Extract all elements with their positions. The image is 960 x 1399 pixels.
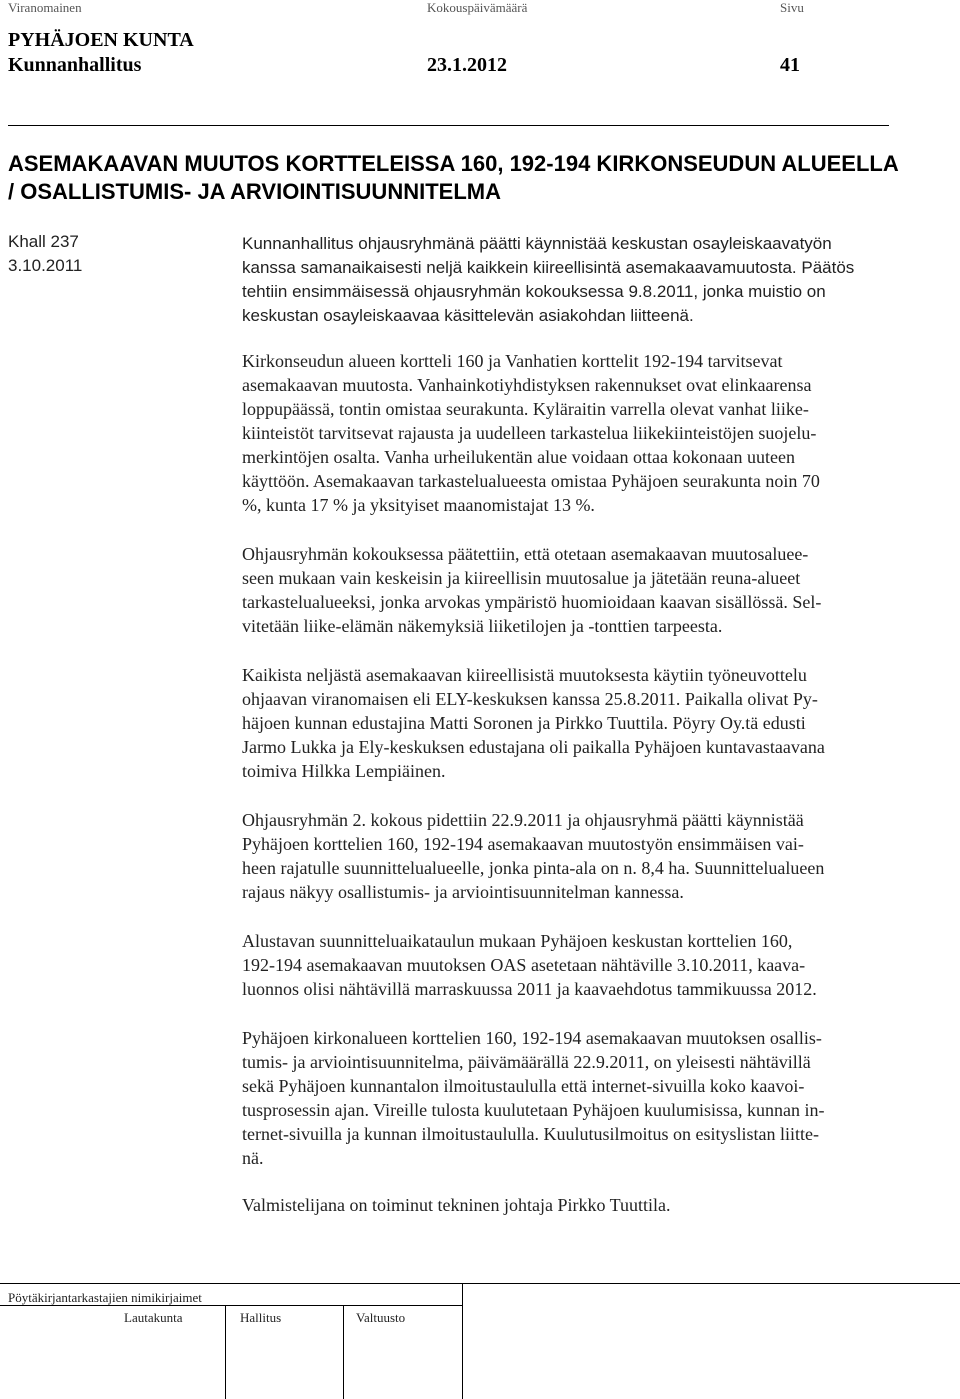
document-title: ASEMAKAAVAN MUUTOS KORTTELEISSA 160, 192-194 KIRKONSEUDUN ALUEELLA / OSALLISTUMIS- JA ARVIOINTISUUNNITELMA — [8, 151, 898, 204]
section-reference: Khall 237 — [8, 232, 79, 251]
paragraph-7: Pyhäjoen kirkonalueen korttelien 160, 192-194 asemakaavan muutoksen osallis- tumis- ja arviointisuunnitelma, päivämäärällä 22.9.2011, on yleisesti nähtävillä sekä Pyhäjoen kunnantalon ilmoitustaululla että internet-sivuilla koko kaavoi- tusprosessin ajan. Vireille tulosta kuulutetaan Pyhäjoen kuulumisissa, kunnan in- ternet-sivuilla ja kunnan ilmoitustaululla. Kuulutusilmoitus on esityslistan liitte- nä. — [242, 1028, 825, 1168]
paragraph-1: Kunnanhallitus ohjausryhmänä päätti käynnistää keskustan osayleiskaavatyön kanssa samanaikaisesti neljä kaikkein kiireellisintä asemakaavamuutosta. Päätös tehtiin ensimmäisessä ohjausryhmän kokouksessa 9.8.2011, jonka muistio on keskustan osayleiskaavaa käsittelevän asiakohdan liitteenä. — [242, 234, 855, 325]
paragraph-3: Ohjausryhmän kokouksessa päätettiin, että otetaan asemakaavan muutosalueе- seen mukaan vain keskeisin ja kiireellisin muutosalue ja jätetään reuna-alueet tarkastelualueeksi, jonka arvokas ympäristö huomioidaan kaavan sisällössä. Sel- vitetään liike-elämän näkemyksiä liiketilojen ja -tonttien tarpeesta. — [242, 544, 822, 636]
header-label-meeting-date: Kokouspäivämäärä — [427, 0, 528, 15]
paragraph-8: Valmistelijana on toiminut tekninen johtaja Pirkko Tuuttila. — [242, 1195, 671, 1215]
footer-column-board: Lautakunta — [124, 1310, 183, 1325]
page-number: 41 — [780, 54, 800, 76]
meeting-date: 23.1.2012 — [427, 54, 507, 76]
authority-name: Kunnanhallitus — [8, 54, 142, 76]
paragraph-5: Ohjausryhmän 2. kokous pidettiin 22.9.2011 ja ohjausryhmä päätti käynnistää Pyhäjoen korttelien 160, 192-194 asemakaavan muutostyön ensimmäisen vai- heen rajatulle suunnittelualueelle, jonka pinta-ala on n. 8,4 ha. Suunnittelualueen rajaus näkyy osallistumis- ja arviointisuunnitelman kannessa. — [242, 810, 825, 902]
footer-vertical-divider-1 — [462, 1283, 463, 1305]
footer-initials-label: Pöytäkirjantarkastajien nimikirjaimet — [8, 1290, 202, 1305]
header-label-page: Sivu — [780, 0, 804, 15]
section-date: 3.10.2011 — [8, 256, 83, 275]
footer-vertical-divider-3 — [343, 1305, 344, 1399]
header-label-authority: Viranomainen — [8, 0, 82, 15]
footer-column-assembly: Valtuusto — [356, 1310, 406, 1325]
footer-vertical-divider-4 — [462, 1305, 463, 1399]
footer-column-council: Hallitus — [240, 1310, 282, 1325]
footer-vertical-divider-2 — [225, 1305, 226, 1399]
paragraph-6: Alustavan suunnitteluaikataulun mukaan Pyhäjoen keskustan korttelien 160, 192-194 asemakaavan muutoksen OAS asetetaan nähtäville 3.10.2011, kaava- luonnos olisi nähtävillä marraskuussa 2011 ja kaavaehdotus tammikuussa 2012. — [242, 931, 817, 999]
footer-divider — [0, 1283, 960, 1284]
paragraph-4: Kaikista neljästä asemakaavan kiireellisistä muutoksesta käytiin työneuvottelu ohjaavan viranomaisen eli ELY-keskuksen kanssa 25.8.2011. Paikalla olivat Py- häjoen kunnan edustajina Matti Soronen ja Pirkko Tuuttila. Pöyry Oy.tä edusti Jarmo Lukka ja Ely-keskuksen edustajana oli paikalla Pyhäjoen kuntavastaavana toimiva Hilkka Lempiäinen. — [242, 665, 825, 781]
municipality-name: PYHÄJOEN KUNTA — [8, 29, 194, 51]
header-divider — [8, 125, 889, 126]
paragraph-2: Kirkonseudun alueen kortteli 160 ja Vanhatien korttelit 192-194 tarvitsevat asemakaavan muutosta. Vanhainkotiyhdistyksen rakennukset ovat elinkaarensa loppupäässä, tontin omistaa seurakunta. Kyläraitin varrella olevat vanhat liike- kiinteistöt tarvitsevat rajausta ja uudelleen tarkastelua liikekiinteistöjen suojelu- merkintöjen osalta. Vanha urheilukentän alue voidaan ottaa kokonaan uuteen käyttöön. Asemakaavan tarkastelualueesta omistaa Pyhäjoen seurakunta noin 70 %, kunta 17 % ja yksityiset maanomistajat 13 %. — [242, 351, 820, 515]
